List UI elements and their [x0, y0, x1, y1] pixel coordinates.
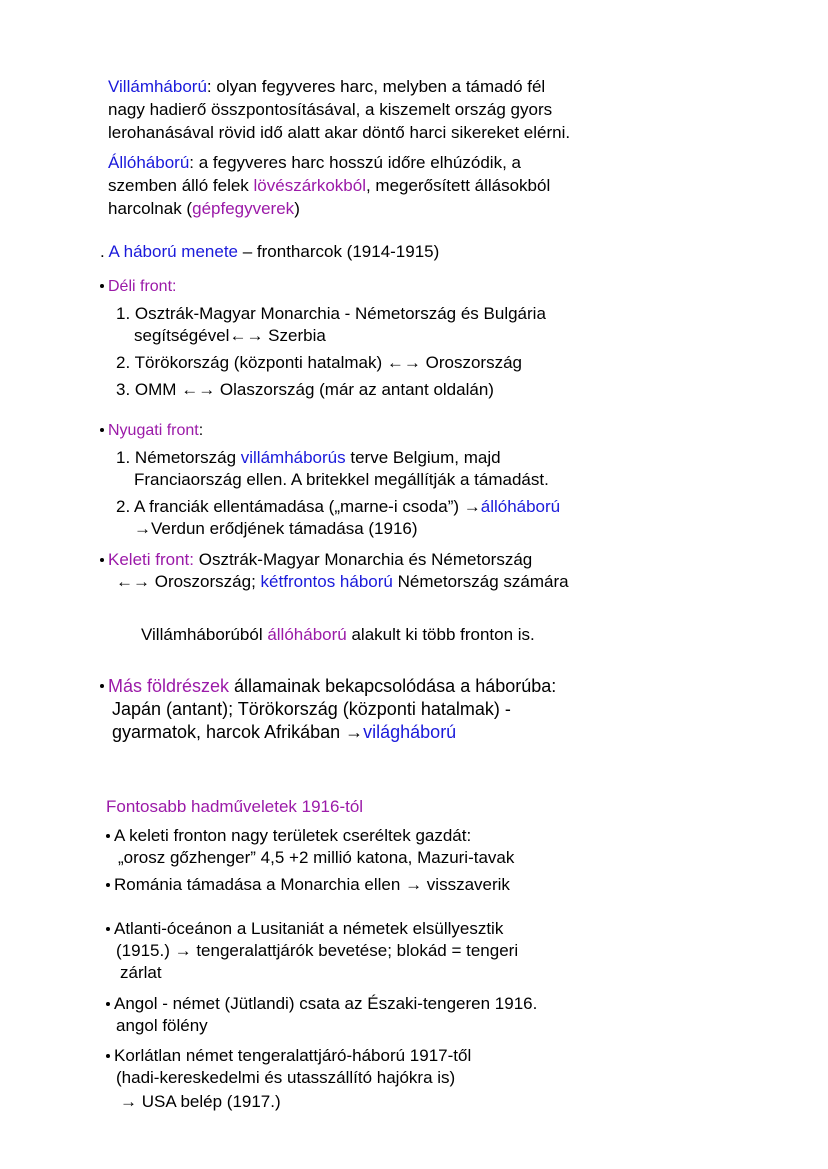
deli-item-1-line-2: segítségével←→ Szerbia: [134, 326, 326, 345]
villamhaboru-definition-line-2: nagy hadierő összpontosításával, a kiszemelt ország gyors: [108, 100, 553, 119]
nyugati-item-2-line-1: 2. A franciák ellentámadása („marne-i csoda”) →állóháború: [116, 497, 561, 516]
bullet-icon: [106, 883, 110, 887]
fontos-bullet-4-line-2: angol fölény: [116, 1016, 208, 1035]
nyugati-item-1-line-1: 1. Németország villámháborús terve Belgium, majd: [116, 448, 501, 467]
fontos-bullet-5-line-1: Korlátlan német tengeralattjáró-háború 1917-től: [106, 1046, 471, 1066]
bullet-icon: [100, 558, 104, 562]
bullet-icon: [100, 428, 104, 432]
bullet-icon: [106, 834, 110, 838]
keleti-front-line-2: ←→ Oroszország; kétfrontos háború Németország számára: [116, 572, 569, 591]
fontos-bullet-3-line-3: zárlat: [120, 963, 162, 982]
fontos-title: Fontosabb hadműveletek 1916-tól: [106, 797, 364, 816]
bullet-icon: [106, 927, 110, 931]
deli-item-3: 3. OMM ←→ Olaszország (már az antant oldalán): [116, 380, 494, 399]
right-arrow-icon: →: [134, 519, 151, 538]
nyugati-front-title: Nyugati front:: [100, 421, 203, 441]
right-arrow-icon: →: [174, 941, 192, 960]
bullet-icon: [106, 1054, 110, 1058]
deli-front-title: Déli front:: [100, 277, 176, 297]
deli-item-2: 2. Törökország (központi hatalmak) ←→ Oroszország: [116, 353, 522, 372]
fontos-bullet-5-line-3: → USA belép (1917.): [120, 1092, 281, 1111]
fontos-bullet-4-line-1: Angol - német (Jütlandi) csata az Északi-tengeren 1916.: [106, 994, 537, 1014]
nyugati-item-2-line-2: →Verdun erődjének támadása (1916): [134, 519, 418, 538]
deli-item-1-line-1: 1. Osztrák-Magyar Monarchia - Németország és Bulgária: [116, 304, 546, 323]
fontos-bullet-3-line-2: (1915.) → tengeralattjárók bevetése; blokád = tengeri: [116, 941, 519, 960]
summary-line: Villámháborúból állóháború alakult ki több fronton is.: [141, 625, 535, 644]
double-arrow-icon: ←→: [116, 572, 150, 591]
right-arrow-icon: →: [405, 875, 423, 894]
mas-foldreszek-line-1: Más földrészek államainak bekapcsolódása a háborúba:: [100, 675, 556, 697]
bullet-icon: [106, 1002, 110, 1006]
keleti-front-line-1: Keleti front: Osztrák-Magyar Monarchia és Németország: [100, 550, 532, 570]
allohaboru-definition-line-2: szemben álló felek lövészárkokból, megerősített állásokból: [108, 176, 551, 195]
fontos-bullet-3-line-1: Atlanti-óceánon a Lusitaniát a németek elsüllyesztik: [106, 919, 503, 939]
right-arrow-icon: →: [120, 1092, 137, 1111]
mas-foldreszek-line-3: gyarmatok, harcok Afrikában →világháború: [112, 722, 457, 742]
villamhaboru-definition-line-1: Villámháború: olyan fegyveres harc, melyben a támadó fél: [108, 77, 546, 96]
double-arrow-icon: ←→: [181, 380, 216, 399]
fontos-bullet-5-line-2: (hadi-kereskedelmi és utasszállító hajókra is): [116, 1068, 456, 1087]
fontos-bullet-1-line-1: A keleti fronton nagy területek cseréltek gazdát:: [106, 826, 471, 846]
mas-foldreszek-line-2: Japán (antant); Törökország (központi hatalmak) -: [112, 699, 511, 719]
section-heading: . A háború menete – frontharcok (1914-1915): [100, 242, 440, 261]
villamhaboru-term: Villámháború: [108, 77, 207, 96]
allohaboru-definition-line-3: harcolnak (gépfegyverek): [108, 199, 300, 218]
double-arrow-icon: ←→: [386, 353, 421, 372]
allohaboru-term: Állóháború: [108, 153, 190, 172]
villamhaboru-definition-line-3: lerohanásával rövid idő alatt akar döntő harci sikereket elérni.: [108, 123, 571, 142]
bullet-icon: [100, 284, 104, 288]
allohaboru-definition-line-1: Állóháború: a fegyveres harc hosszú időre elhúzódik, a: [108, 153, 521, 172]
nyugati-item-1-line-2: Franciaország ellen. A britekkel megállítják a támadást.: [134, 470, 549, 489]
fontos-bullet-1-line-2: „orosz gőzhenger” 4,5 +2 millió katona, Mazuri-tavak: [118, 848, 515, 867]
right-arrow-icon: →: [345, 722, 364, 742]
fontos-bullet-2: Románia támadása a Monarchia ellen → visszaverik: [106, 875, 510, 895]
bullet-icon: [100, 684, 104, 688]
double-arrow-icon: ←→: [229, 326, 264, 345]
right-arrow-icon: →: [463, 497, 481, 516]
